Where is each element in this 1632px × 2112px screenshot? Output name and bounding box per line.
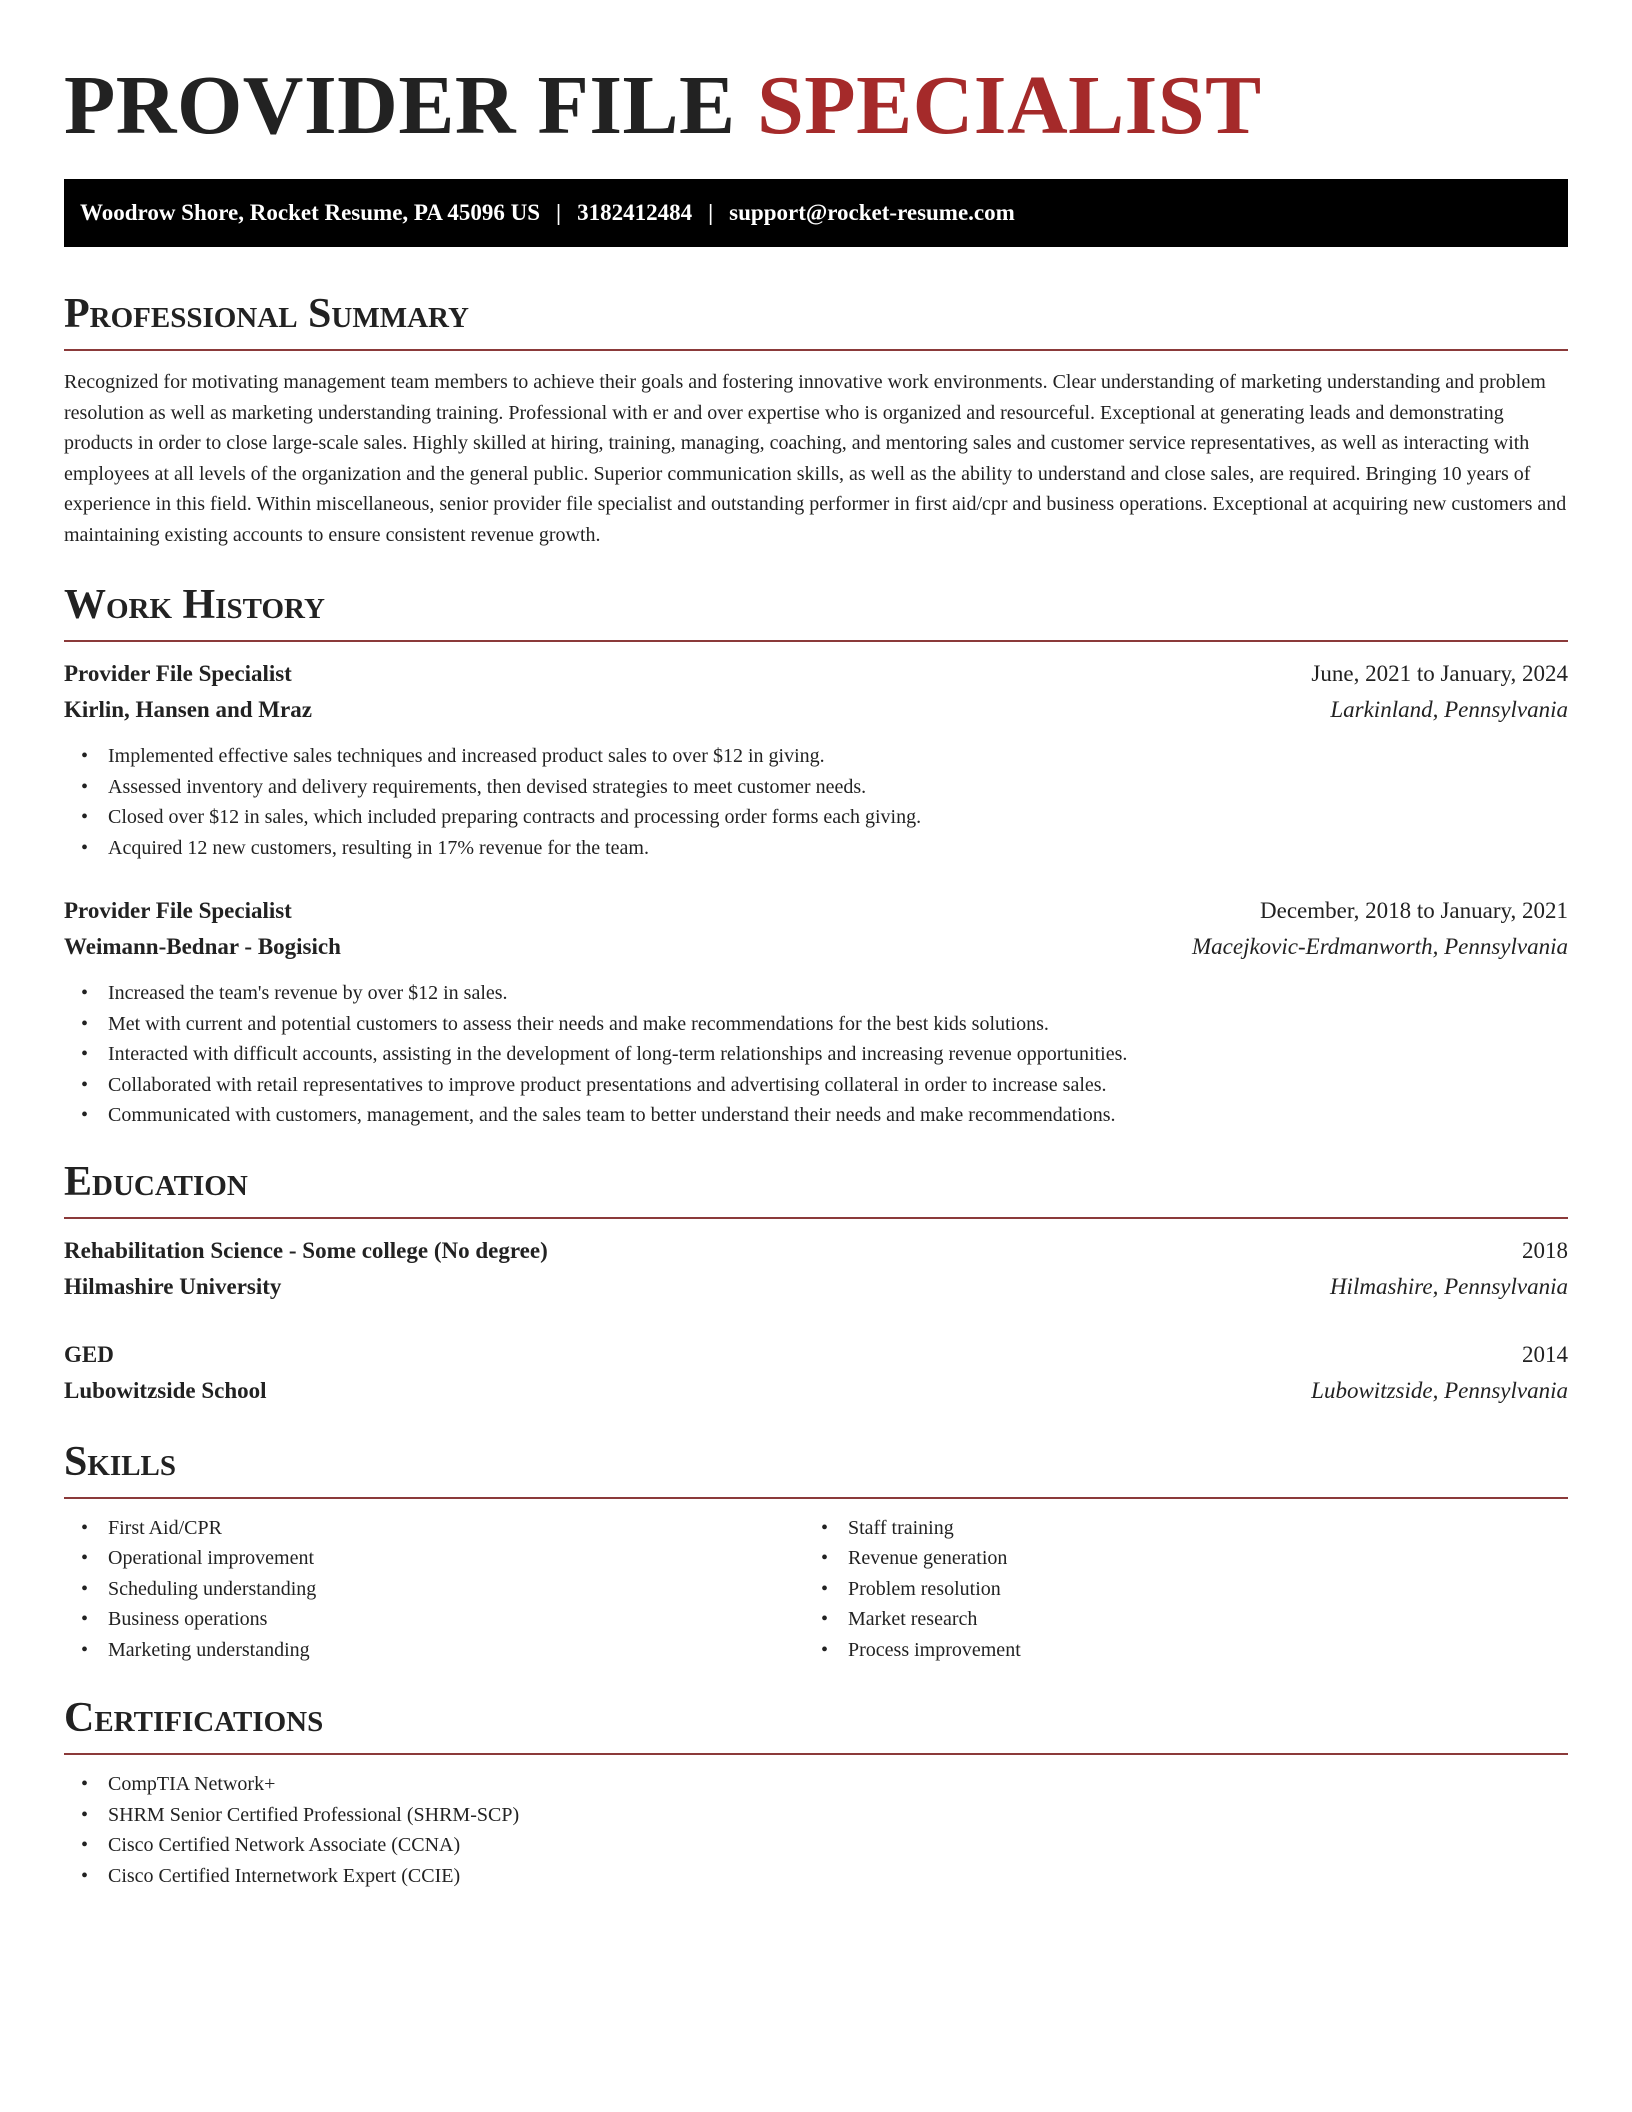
job-entry (64, 656, 1568, 863)
education-degree: Rehabilitation Science - Some college (No degree) (64, 1237, 548, 1263)
job-company: Kirlin, Hansen and Mraz (64, 697, 312, 722)
section-divider (64, 1217, 1568, 1219)
certifications-heading: Certifications (64, 1695, 324, 1741)
education-year: 2014 (1522, 1341, 1568, 1367)
bullet-icon: • (81, 1864, 89, 1887)
job-header-row (64, 893, 1568, 929)
education-school: Hilmashire University (64, 1273, 282, 1299)
job-title: Provider File Specialist (64, 661, 292, 686)
job-company-row (64, 692, 1568, 728)
contact-email: support@rocket-resume.com (729, 200, 1015, 225)
section-divider (64, 1497, 1568, 1499)
work-history-section (64, 580, 1568, 1131)
list-item: • Business operations (64, 1604, 804, 1635)
title-part-primary: PROVIDER FILE (64, 59, 736, 152)
list-item: • Collaborated with retail representatives to improve product presentations and advertising collateral in order to increase sales. (64, 1070, 1568, 1101)
summary-text: Recognized for motivating management team members to achieve their goals and fostering innovative work environments. Clear understanding of marketing understanding and problem resolution as well as marketing understanding training. Professional with er and over expertise who is organized and resourceful. Exceptional at generating leads and demonstrating products in order to close large-scale sales. Highly skilled at hiring, training, managing, coaching, and mentoring sales and customer service representatives, as well as interacting with employees at all levels of the organization and the general public. Superior communication skills, as well as the ability to understand and close sales, are required. Bringing 10 years of experience in this field. Within miscellaneous, senior provider file specialist and outstanding performer in first aid/cpr and business operations. Exceptional at acquiring new customers and maintaining existing accounts to ensure consistent revenue growth. (64, 371, 1567, 546)
skills-list-left (64, 1513, 804, 1666)
job-dates: December, 2018 to January, 2021 (1260, 898, 1568, 923)
job-company: Weimann-Bednar - Bogisich (64, 934, 341, 959)
job-location: Larkinland, Pennsylvania (1330, 697, 1568, 722)
list-item: • Interacted with difficult accounts, assisting in the development of long-term relationships and increasing revenue opportunities. (64, 1039, 1568, 1070)
list-item: • Communicated with customers, management, and the sales team to better understand their needs and make recommendations. (64, 1100, 1568, 1131)
list-item: • Acquired 12 new customers, resulting in 17% revenue for the team. (64, 833, 1568, 864)
summary-section (64, 289, 1568, 550)
contact-separator: | (708, 200, 714, 225)
contact-bar (64, 179, 1568, 247)
skills-list-right (804, 1513, 1544, 1666)
section-divider (64, 640, 1568, 642)
skills-heading: Skills (64, 1438, 177, 1485)
bullet-icon: • (81, 1516, 89, 1539)
job-bullets (64, 978, 1568, 1131)
contact-address: Woodrow Shore, Rocket Resume, PA 45096 US (80, 200, 540, 225)
work-history-heading: Work History (64, 582, 325, 628)
job-location: Macejkovic-Erdmanworth, Pennsylvania (1192, 934, 1568, 959)
education-school-row (64, 1373, 1568, 1409)
summary-heading: Professional Summary (64, 291, 469, 337)
list-item: • Cisco Certified Internetwork Expert (CCIE) (64, 1861, 1568, 1892)
bullet-icon: • (821, 1547, 829, 1569)
bullet-icon: • (81, 982, 89, 1004)
bullet-icon: • (81, 1803, 89, 1826)
education-school: Lubowitzside School (64, 1377, 267, 1403)
job-title: Provider File Specialist (64, 898, 292, 923)
certifications-list (64, 1769, 1568, 1891)
list-item: • CompTIA Network+ (64, 1769, 1568, 1800)
list-item: • SHRM Senior Certified Professional (SHRM-SCP) (64, 1800, 1568, 1831)
bullet-icon: • (81, 1043, 89, 1065)
list-item: • Closed over $12 in sales, which included preparing contracts and processing order forms each giving. (64, 802, 1568, 833)
title-part-accent: SPECIALIST (757, 59, 1262, 152)
bullet-icon: • (81, 1608, 89, 1630)
list-item: • Met with current and potential customers to assess their needs and make recommendations for the best kids solutions. (64, 1009, 1568, 1040)
job-dates: June, 2021 to January, 2024 (1311, 661, 1568, 686)
bullet-icon: • (81, 836, 89, 859)
skills-grid (64, 1513, 1568, 1666)
contact-phone: 3182412484 (577, 200, 693, 225)
section-divider (64, 349, 1568, 351)
job-company-row (64, 929, 1568, 965)
education-section (64, 1157, 1568, 1409)
job-bullets (64, 741, 1568, 863)
skills-section (64, 1437, 1568, 1666)
bullet-icon: • (821, 1516, 829, 1539)
education-location: Lubowitzside, Pennsylvania (1311, 1377, 1568, 1403)
education-entry (64, 1233, 1568, 1305)
bullet-icon: • (81, 1834, 89, 1856)
education-entry (64, 1337, 1568, 1409)
education-heading: Education (64, 1158, 248, 1205)
bullet-icon: • (81, 806, 89, 828)
list-item: • Scheduling understanding (64, 1574, 804, 1605)
bullet-icon: • (821, 1608, 829, 1630)
list-item: • Problem resolution (804, 1574, 1544, 1605)
list-item: • First Aid/CPR (64, 1513, 804, 1544)
list-item: • Operational improvement (64, 1543, 804, 1574)
list-item: • Revenue generation (804, 1543, 1544, 1574)
list-item: • Marketing understanding (64, 1635, 804, 1666)
job-entry (64, 893, 1568, 1131)
certifications-section (64, 1693, 1568, 1891)
list-item: • Process improvement (804, 1635, 1544, 1666)
education-location: Hilmashire, Pennsylvania (1329, 1273, 1568, 1299)
bullet-icon: • (81, 1547, 89, 1569)
bullet-icon: • (81, 1638, 89, 1661)
bullet-icon: • (81, 1577, 89, 1600)
education-school-row (64, 1269, 1568, 1305)
list-item: • Market research (804, 1604, 1544, 1635)
education-year: 2018 (1522, 1237, 1568, 1263)
bullet-icon: • (81, 1073, 89, 1096)
contact-separator: | (556, 200, 562, 225)
resume-title (64, 58, 1568, 154)
bullet-icon: • (81, 1773, 89, 1795)
list-item: • Increased the team's revenue by over $12 in sales. (64, 978, 1568, 1009)
bullet-icon: • (81, 1104, 89, 1126)
list-item: • Implemented effective sales techniques and increased product sales to over $12 in giving. (64, 741, 1568, 772)
section-divider (64, 1753, 1568, 1755)
list-item: • Staff training (804, 1513, 1544, 1544)
list-item: • Cisco Certified Network Associate (CCNA) (64, 1830, 1568, 1861)
bullet-icon: • (821, 1638, 829, 1661)
bullet-icon: • (81, 1012, 89, 1035)
bullet-icon: • (821, 1577, 829, 1600)
education-degree-row (64, 1337, 1568, 1373)
education-degree-row (64, 1233, 1568, 1269)
job-header-row (64, 656, 1568, 692)
list-item: • Assessed inventory and delivery requirements, then devised strategies to meet customer needs. (64, 772, 1568, 803)
bullet-icon: • (81, 745, 89, 767)
bullet-icon: • (81, 775, 89, 798)
education-degree: GED (64, 1341, 114, 1367)
